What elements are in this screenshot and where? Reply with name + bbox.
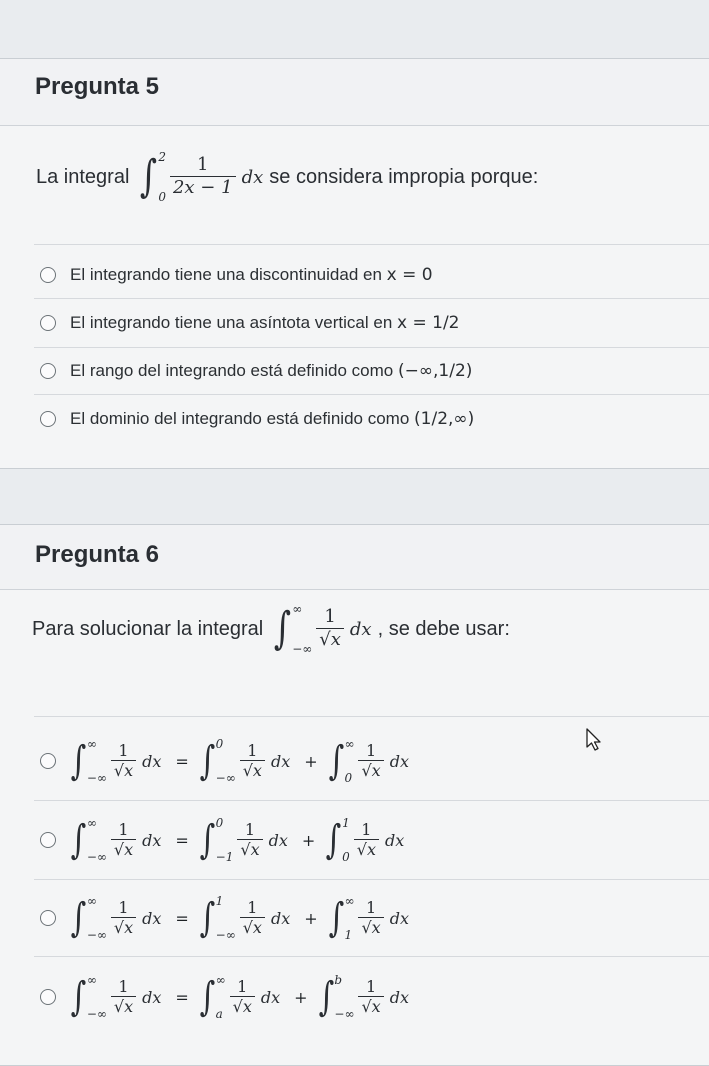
differential: dx — [389, 751, 409, 771]
q6-option-1[interactable] — [34, 722, 709, 801]
integral-sign: ∫ — [274, 603, 292, 654]
upper-limit: ∞ — [86, 737, 97, 751]
integrand-fraction — [170, 155, 236, 198]
upper-limit: 2 — [158, 150, 166, 164]
option-text: El integrando tiene una asíntota vertical en — [70, 313, 393, 332]
denominator: √x — [358, 996, 383, 1016]
denominator: 2x − 1 — [170, 176, 236, 199]
radio-button[interactable] — [40, 315, 56, 331]
integral-sign: ∫ — [318, 974, 334, 1020]
denominator: √x — [111, 996, 136, 1016]
radio-button[interactable] — [40, 910, 56, 926]
mouse-cursor-icon — [586, 728, 604, 752]
integrand-fraction — [358, 899, 383, 938]
integral-sign: ∫ — [199, 738, 216, 784]
equals-sign: = — [175, 908, 189, 928]
question-5-title: Pregunta 5 — [35, 73, 160, 100]
numerator: 1 — [324, 606, 336, 628]
second-integral — [316, 973, 415, 1021]
lower-limit: −∞ — [86, 850, 107, 864]
upper-limit: ∞ — [344, 737, 355, 751]
prompt-text-before: La integral — [36, 165, 130, 188]
integral-sign: ∫ — [140, 151, 158, 202]
differential: dx — [270, 751, 291, 771]
question-6-header — [0, 525, 709, 590]
integrand-fraction — [111, 821, 136, 860]
option-text: El dominio del integrando está definido como — [70, 409, 410, 428]
denominator: √x — [316, 628, 344, 651]
q5-option-4[interactable] — [34, 395, 709, 443]
plus-sign: + — [294, 987, 308, 1007]
upper-limit: 1 — [342, 816, 350, 830]
numerator: 1 — [118, 976, 129, 996]
differential: dx — [142, 751, 162, 771]
denominator: √x — [111, 839, 136, 859]
lower-limit: −∞ — [86, 928, 107, 942]
option-math: x = 0 — [386, 265, 433, 285]
upper-limit: 1 — [215, 894, 224, 908]
definite-integral — [137, 150, 269, 204]
lower-limit: −∞ — [215, 928, 236, 942]
prompt-text-before: Para solucionar la integral — [32, 617, 264, 640]
integrand-fraction — [316, 607, 344, 650]
numerator: 1 — [197, 154, 209, 176]
integrand-fraction — [358, 978, 383, 1017]
differential: dx — [270, 908, 291, 928]
differential: dx — [389, 987, 409, 1007]
prompt-separator — [34, 716, 709, 717]
differential: dx — [384, 830, 405, 850]
numerator: 1 — [361, 819, 372, 839]
differential: dx — [142, 987, 162, 1007]
option-math: (−∞,1/2) — [397, 361, 473, 381]
differential: dx — [142, 908, 162, 928]
second-integral — [323, 816, 410, 864]
question-5-prompt — [36, 150, 538, 204]
lower-limit: −∞ — [292, 642, 313, 656]
denominator: √x — [230, 996, 255, 1016]
numerator: 1 — [118, 740, 129, 760]
q6-option-4[interactable] — [34, 957, 709, 1037]
integral-sign: ∫ — [328, 895, 344, 941]
lhs-integral — [68, 973, 167, 1021]
denominator: √x — [240, 760, 265, 780]
option-text: El rango del integrando está definido como — [70, 361, 394, 380]
differential: dx — [268, 830, 288, 850]
second-integral — [326, 894, 415, 942]
numerator: 1 — [247, 740, 258, 760]
upper-limit: ∞ — [215, 973, 226, 987]
numerator: 1 — [365, 976, 377, 996]
prompt-separator — [34, 244, 709, 245]
lhs-integral — [68, 816, 167, 864]
equals-sign: = — [175, 830, 189, 850]
integral-sign: ∫ — [70, 974, 87, 1020]
integrand-fraction — [111, 978, 136, 1017]
numerator: 1 — [118, 897, 129, 917]
lower-limit: −1 — [215, 850, 234, 864]
lhs-integral — [68, 894, 167, 942]
integral-sign: ∫ — [325, 817, 342, 863]
plus-sign: + — [301, 830, 316, 850]
upper-limit: ∞ — [86, 894, 97, 908]
prompt-text-after: , se debe usar: — [377, 617, 510, 640]
option-text: El integrando tiene una discontinuidad en — [70, 265, 382, 284]
q5-option-2[interactable] — [34, 299, 709, 348]
question-6-prompt — [32, 602, 510, 656]
upper-limit: ∞ — [292, 602, 303, 616]
upper-limit: ∞ — [86, 816, 97, 830]
equals-sign: = — [175, 987, 189, 1007]
numerator: 1 — [244, 819, 256, 839]
radio-button[interactable] — [40, 267, 56, 283]
upper-limit: ∞ — [344, 894, 355, 908]
numerator: 1 — [365, 740, 377, 760]
lower-limit: 0 — [342, 850, 350, 864]
numerator: 1 — [237, 976, 248, 996]
lhs-integral — [68, 737, 167, 785]
lower-limit: 0 — [344, 771, 353, 785]
upper-limit: 0 — [215, 816, 224, 830]
denominator: √x — [237, 839, 262, 859]
integrand-fraction — [111, 899, 136, 938]
q6-option-2[interactable] — [34, 801, 709, 880]
q5-option-1[interactable] — [34, 252, 709, 299]
denominator: √x — [111, 917, 136, 937]
option-math: x = 1/2 — [397, 313, 460, 333]
equals-sign: = — [175, 751, 189, 771]
integrand-fraction — [358, 742, 383, 781]
integrand-fraction — [237, 821, 262, 860]
denominator: √x — [358, 917, 383, 937]
plus-sign: + — [304, 751, 318, 771]
prompt-text-after: se considera impropia porque: — [269, 165, 539, 188]
radio-button[interactable] — [40, 832, 56, 848]
lower-limit: 1 — [344, 928, 353, 942]
numerator: 1 — [247, 897, 258, 917]
numerator: 1 — [365, 897, 377, 917]
first-integral — [197, 973, 286, 1021]
lower-limit: 0 — [158, 190, 166, 204]
second-integral — [326, 737, 415, 785]
differential: dx — [260, 987, 281, 1007]
q6-option-3[interactable] — [34, 880, 709, 957]
integral-sign: ∫ — [199, 817, 216, 863]
integral-sign: ∫ — [199, 895, 216, 941]
lower-limit: a — [215, 1007, 223, 1021]
differential: dx — [349, 618, 372, 640]
integral-sign: ∫ — [70, 895, 87, 941]
first-integral — [197, 737, 296, 785]
option-math: (1/2,∞) — [414, 409, 475, 429]
denominator: √x — [111, 760, 136, 780]
upper-limit: 0 — [215, 737, 224, 751]
radio-button[interactable] — [40, 753, 56, 769]
integrand-fraction — [354, 821, 379, 860]
plus-sign: + — [304, 908, 318, 928]
denominator: √x — [240, 917, 265, 937]
q5-option-3[interactable] — [34, 348, 709, 395]
lower-limit: −∞ — [334, 1007, 355, 1021]
integrand-fraction — [230, 978, 255, 1017]
radio-button[interactable] — [40, 363, 56, 379]
improper-integral — [271, 602, 377, 656]
integrand-fraction — [111, 742, 136, 781]
integral-sign: ∫ — [70, 738, 87, 784]
integral-sign: ∫ — [70, 817, 87, 863]
integral-sign: ∫ — [328, 738, 344, 784]
upper-limit: b — [334, 973, 343, 987]
denominator: √x — [354, 839, 379, 859]
first-integral — [197, 894, 296, 942]
differential: dx — [142, 830, 162, 850]
first-integral — [197, 816, 294, 864]
differential: dx — [241, 166, 264, 188]
integrand-fraction — [240, 742, 265, 781]
lower-limit: −∞ — [86, 1007, 107, 1021]
radio-button[interactable] — [40, 411, 56, 427]
numerator: 1 — [118, 819, 129, 839]
upper-limit: ∞ — [86, 973, 97, 987]
integral-sign: ∫ — [199, 974, 216, 1020]
denominator: √x — [358, 760, 383, 780]
question-5-header — [0, 59, 709, 126]
radio-button[interactable] — [40, 989, 56, 1005]
differential: dx — [389, 908, 409, 928]
integrand-fraction — [240, 899, 265, 938]
lower-limit: −∞ — [86, 771, 107, 785]
question-6-title: Pregunta 6 — [35, 541, 160, 568]
lower-limit: −∞ — [215, 771, 236, 785]
